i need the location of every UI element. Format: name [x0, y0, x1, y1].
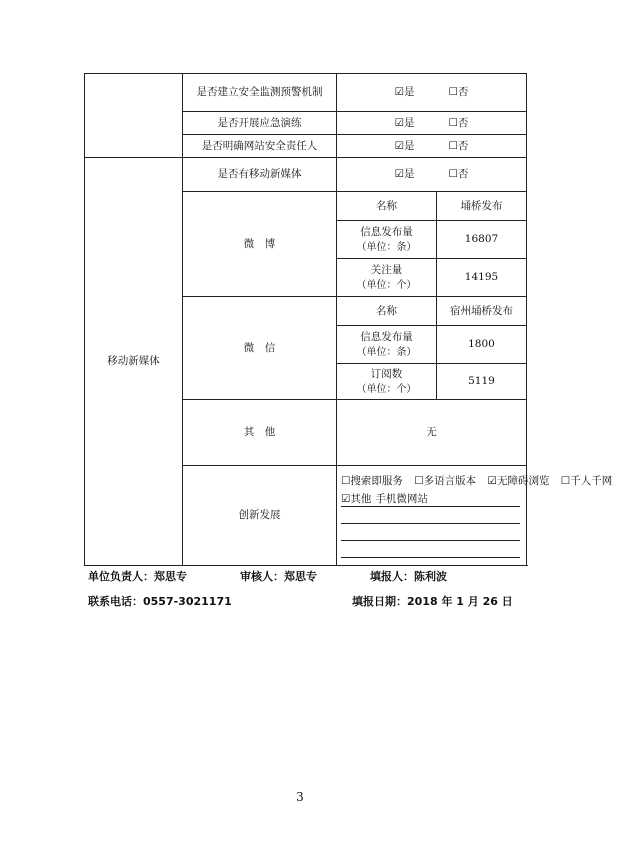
field-key [337, 326, 437, 364]
field-value: 14195 [437, 259, 527, 297]
option-accessibility[interactable]: ☑无障碍浏览 [487, 475, 550, 487]
field-key-unit: （单位：个） [356, 383, 417, 395]
other-value: 无 [337, 400, 527, 466]
innovation-section-label: 创新发展 [183, 466, 337, 566]
yes-checkbox[interactable]: ☑是 [394, 116, 415, 129]
yes-no-cell [337, 135, 527, 158]
no-checkbox[interactable]: ☐否 [448, 168, 469, 180]
yes-no-cell [337, 158, 527, 192]
field-key [337, 364, 437, 400]
security-section-cell [85, 74, 183, 158]
row-label: 是否明确网站安全责任人 [183, 135, 337, 158]
yes-checkbox[interactable]: ☑是 [394, 139, 415, 152]
other-option-line [341, 490, 520, 507]
innovation-options [341, 472, 613, 490]
field-value: 16807 [437, 221, 527, 259]
contact-phone: 联系电话：0557-3021171 [88, 595, 232, 608]
field-key-line: 订阅数 [370, 367, 403, 380]
option-multi-language[interactable]: ☐多语言版本 [414, 475, 477, 487]
field-value: 1800 [437, 326, 527, 364]
wechat-label: 微 信 [183, 297, 337, 400]
blank-line [341, 524, 520, 541]
other-label: 其 他 [183, 400, 337, 466]
table-row [85, 74, 527, 112]
page-number: 3 [296, 790, 304, 804]
field-key-line: 关注量 [370, 263, 403, 276]
yes-checkbox[interactable]: ☑是 [394, 168, 415, 180]
no-checkbox[interactable]: ☐否 [448, 116, 469, 129]
field-key-unit: （单位：条） [356, 346, 417, 358]
yes-no-cell [337, 112, 527, 135]
field-value: 5119 [437, 364, 527, 400]
other-option-value: 手机微网站 [375, 493, 428, 505]
no-checkbox[interactable]: ☐否 [448, 86, 469, 98]
field-key-unit: （单位：条） [356, 241, 417, 253]
table-row [85, 158, 527, 192]
field-key-line: 信息发布量 [360, 330, 413, 343]
row-label: 是否建立安全监测预警机制 [183, 74, 337, 112]
no-checkbox[interactable]: ☐否 [448, 139, 469, 152]
yes-checkbox[interactable]: ☑是 [394, 86, 415, 98]
field-key: 名称 [337, 192, 437, 221]
reviewer: 审核人：郑思专 [240, 570, 317, 583]
field-key [337, 221, 437, 259]
fill-date: 填报日期：2018 年 1 月 26 日 [352, 595, 513, 608]
weibo-label: 微 博 [183, 192, 337, 297]
unit-head: 单位负责人：郑思专 [88, 570, 187, 583]
field-key [337, 259, 437, 297]
field-value: 宿州埇桥发布 [437, 297, 527, 326]
option-personalized[interactable]: ☐千人千网 [560, 475, 613, 487]
row-label: 是否开展应急演练 [183, 112, 337, 135]
yes-no-cell [337, 74, 527, 112]
blank-line [341, 507, 520, 524]
row-label: 是否有移动新媒体 [183, 158, 337, 192]
innovation-options-cell [337, 466, 613, 566]
field-key: 名称 [337, 297, 437, 326]
field-key-line: 信息发布量 [360, 225, 413, 238]
field-key-unit: （单位：个） [356, 279, 417, 291]
option-other[interactable]: ☑其他 [341, 493, 372, 505]
mobile-section-label: 移动新媒体 [85, 158, 183, 566]
option-search-as-service[interactable]: ☐搜索即服务 [341, 475, 403, 487]
blank-line [341, 541, 520, 558]
report-table [84, 73, 613, 566]
filler: 填报人：陈利波 [370, 570, 447, 583]
field-value: 埇桥发布 [437, 192, 527, 221]
